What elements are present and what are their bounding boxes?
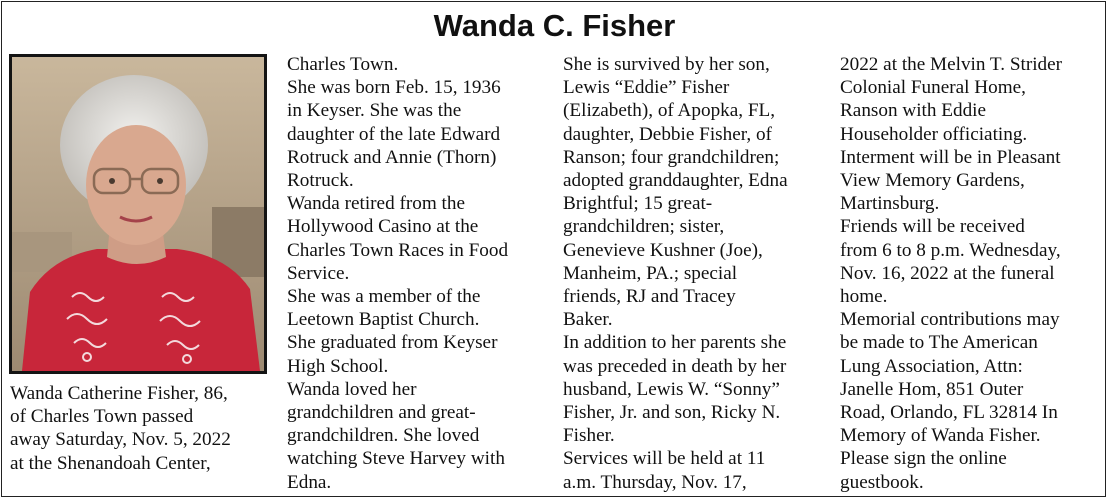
obituary-title: Wanda C. Fisher: [433, 8, 676, 43]
text-line: adopted granddaughter, Edna: [563, 170, 788, 192]
text-column-1: [10, 382, 231, 475]
text-line: View Memory Gardens,: [840, 170, 1025, 192]
text-line: Fisher, Jr. and son, Ricky N.: [563, 402, 781, 424]
text-line: Janelle Hom, 851 Outer: [840, 378, 1024, 400]
text-line: grandchildren; sister,: [563, 216, 725, 238]
text-line: Memorial contributions may: [840, 309, 1060, 331]
text-line: daughter of the late Edward: [287, 123, 501, 145]
text-line: Lung Association, Attn:: [840, 355, 1023, 377]
text-line: Martinsburg.: [840, 193, 940, 215]
text-line: Wanda retired from the: [287, 193, 465, 215]
text-line: in Keyser. She was the: [287, 100, 462, 122]
text-line: watching Steve Harvey with: [287, 448, 505, 470]
text-line: Manheim, PA.; special: [563, 262, 738, 284]
text-line: Edna.: [287, 471, 332, 493]
text-line: guestbook.: [840, 471, 924, 493]
text-line: She graduated from Keyser: [287, 332, 498, 354]
text-line: Services will be held at 11: [563, 448, 766, 470]
text-line: grandchildren. She loved: [287, 425, 480, 447]
text-line: Charles Town Races in Food: [287, 239, 509, 261]
text-line: Ranson; four grandchildren;: [563, 146, 780, 168]
text-line: Fisher.: [563, 425, 615, 447]
text-line: husband, Lewis W. “Sonny”: [563, 378, 780, 400]
text-line: away Saturday, Nov. 5, 2022: [10, 429, 231, 451]
text-line: Leetown Baptist Church.: [287, 309, 480, 331]
text-line: a.m. Thursday, Nov. 17,: [563, 471, 747, 493]
text-line: Wanda Catherine Fisher, 86,: [10, 383, 228, 404]
text-line: 2022 at the Melvin T. Strider: [840, 54, 1063, 75]
text-line: friends, RJ and Tracey: [563, 286, 736, 308]
text-line: Ranson with Eddie: [840, 100, 987, 122]
text-line: from 6 to 8 p.m. Wednesday,: [840, 239, 1061, 261]
portrait-illustration: [12, 57, 264, 371]
text-line: Brightful; 15 great-: [563, 193, 713, 215]
text-line: Baker.: [563, 309, 613, 331]
text-line: of Charles Town passed: [10, 406, 194, 428]
text-line: Genevieve Kushner (Joe),: [563, 239, 763, 261]
text-line: Nov. 16, 2022 at the funeral: [840, 262, 1055, 284]
text-line: In addition to her parents she: [563, 332, 787, 354]
text-line: (Elizabeth), of Apopka, FL,: [563, 100, 776, 122]
text-line: daughter, Debbie Fisher, of: [563, 123, 772, 145]
text-line: Memory of Wanda Fisher.: [840, 425, 1041, 447]
portrait-photo: [9, 54, 267, 374]
text-line: She was born Feb. 15, 1936: [287, 77, 501, 99]
text-line: Please sign the online: [840, 448, 1007, 470]
text-line: She is survived by her son,: [563, 54, 770, 75]
text-line: She was a member of the: [287, 286, 481, 308]
text-line: be made to The American: [840, 332, 1038, 354]
text-column-3: [563, 53, 788, 494]
text-line: Lewis “Eddie” Fisher: [563, 77, 730, 99]
text-line: Charles Town.: [287, 54, 399, 75]
text-column-4: [840, 53, 1062, 494]
text-line: home.: [840, 286, 888, 308]
text-line: was preceded in death by her: [563, 355, 787, 377]
text-line: Rotruck.: [287, 170, 354, 192]
text-line: Friends will be received: [840, 216, 1025, 238]
text-line: High School.: [287, 355, 389, 377]
text-line: Road, Orlando, FL 32814 In: [840, 402, 1058, 424]
text-line: at the Shenandoah Center,: [10, 452, 211, 474]
text-line: Hollywood Casino at the: [287, 216, 479, 238]
text-line: Householder officiating.: [840, 123, 1028, 145]
text-column-2: [287, 53, 508, 494]
text-line: Wanda loved her: [287, 378, 417, 400]
text-line: Colonial Funeral Home,: [840, 77, 1026, 99]
text-line: Rotruck and Annie (Thorn): [287, 146, 497, 168]
text-line: Service.: [287, 262, 350, 284]
text-line: Interment will be in Pleasant: [840, 146, 1061, 168]
text-line: grandchildren and great-: [287, 402, 476, 424]
